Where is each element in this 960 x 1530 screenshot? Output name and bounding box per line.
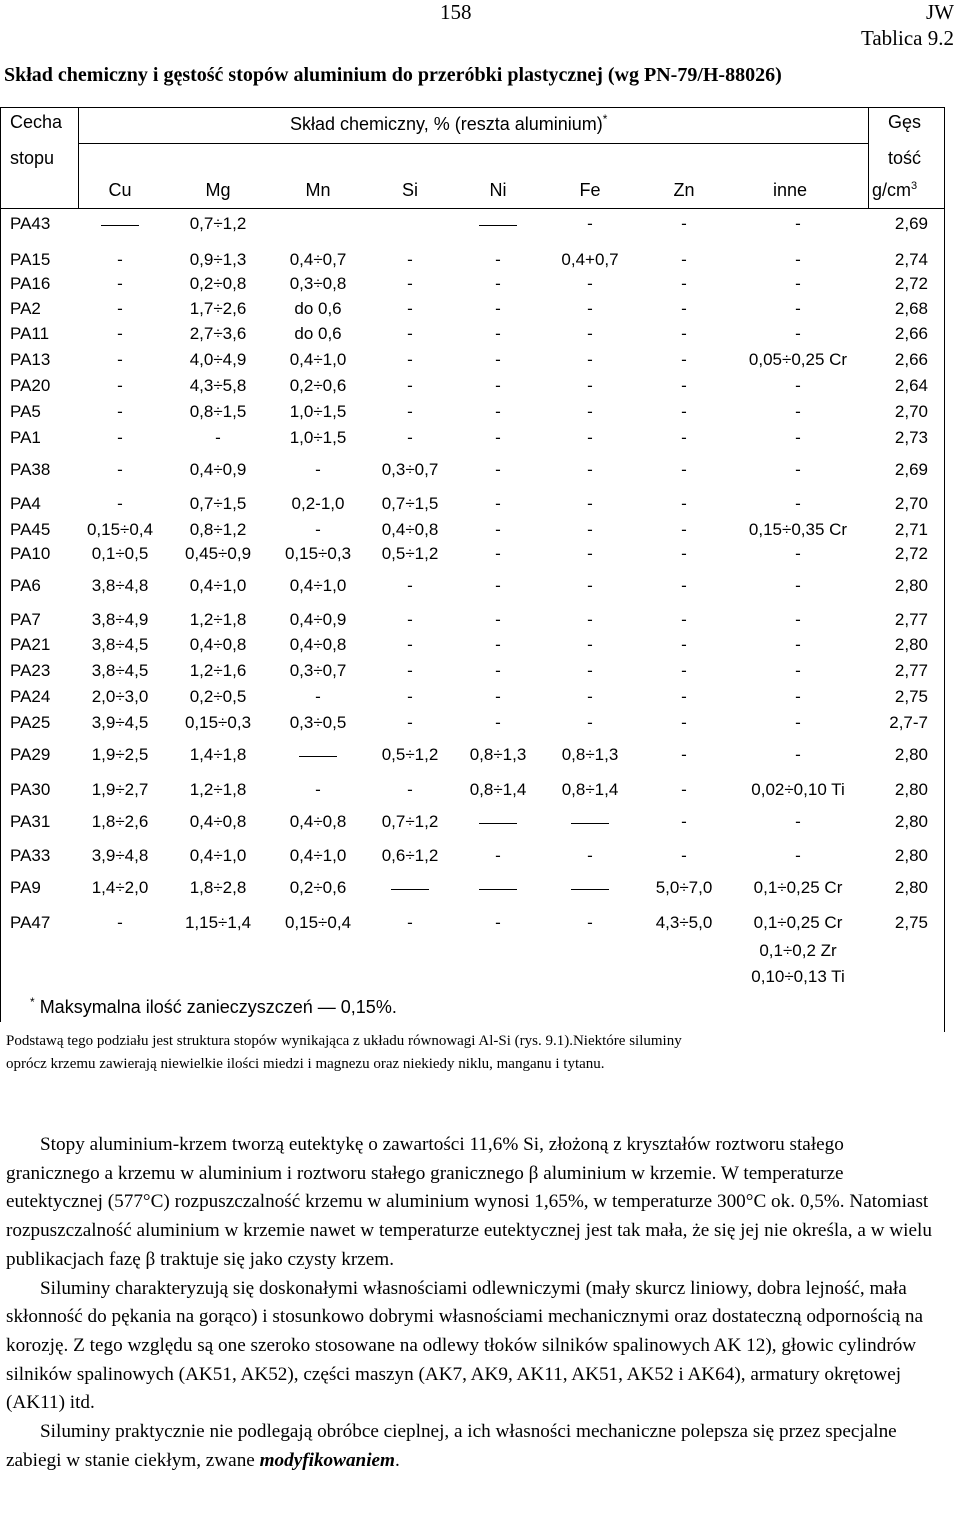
cell-mg: - xyxy=(215,428,221,447)
alloy-name: PA25 xyxy=(10,713,51,732)
cell-ni: - xyxy=(495,350,501,369)
cell-ni: - xyxy=(495,576,501,595)
cell-inne: - xyxy=(795,324,801,343)
cell-si: - xyxy=(407,661,413,680)
alloy-name: PA43 xyxy=(10,214,51,233)
cell-mn: 0,3÷0,8 xyxy=(289,274,347,293)
cell-zn: - xyxy=(681,299,687,318)
cell-inne: - xyxy=(795,846,801,865)
cell-cu: - xyxy=(117,494,123,513)
cell-ni: - xyxy=(495,250,501,269)
dash-mark xyxy=(479,225,517,226)
cell-mg: 4,0÷4,9 xyxy=(189,350,247,369)
cell-fe: - xyxy=(587,520,593,539)
cell-ni: - xyxy=(495,494,501,513)
cell-fe: - xyxy=(587,274,593,293)
cell-mg: 1,4÷1,8 xyxy=(189,745,247,764)
cell-mn: - xyxy=(315,780,321,799)
cell-cu: 3,9÷4,8 xyxy=(91,846,149,865)
cell-mn: 0,3÷0,5 xyxy=(289,713,347,732)
cell-fe: - xyxy=(587,214,593,233)
cell-mg: 1,2÷1,8 xyxy=(189,610,247,629)
cell-inne: 0,1÷0,25 Cr xyxy=(753,878,843,897)
cell-fe: - xyxy=(587,350,593,369)
cell-zn: - xyxy=(681,460,687,479)
cell-inne: - xyxy=(795,576,801,595)
cell-mg: 0,7÷1,2 xyxy=(189,214,247,233)
alloy-name: PA20 xyxy=(10,376,51,395)
cell-cu: 3,9÷4,5 xyxy=(91,713,149,732)
table-head-rule xyxy=(0,208,944,209)
cell-fe: - xyxy=(587,494,593,513)
cell-inne: - xyxy=(795,250,801,269)
alloy-name: PA10 xyxy=(10,544,51,563)
cell-density: 2,71 xyxy=(894,520,928,539)
cell-density: 2,69 xyxy=(894,460,928,479)
cell-si: - xyxy=(407,428,413,447)
cell-fe: - xyxy=(587,402,593,421)
column-header-cu: Cu xyxy=(108,180,132,200)
paragraph-3 xyxy=(6,1418,942,1475)
cell-fe: - xyxy=(587,610,593,629)
cell-density: 2,66 xyxy=(894,324,928,343)
cell-si: - xyxy=(407,250,413,269)
cell-zn: - xyxy=(681,687,687,706)
header-density-2: tość xyxy=(888,148,922,168)
cell-density: 2,80 xyxy=(894,780,928,799)
cell-si: 0,3÷0,7 xyxy=(381,460,439,479)
cell-density: 2,80 xyxy=(894,812,928,831)
cell-si: - xyxy=(407,913,413,932)
cell-density: 2,80 xyxy=(894,576,928,595)
alloy-name: PA9 xyxy=(10,878,41,897)
cell-fe: 0,8÷1,4 xyxy=(561,780,619,799)
cell-si: - xyxy=(407,713,413,732)
cell-density: 2,66 xyxy=(894,350,928,369)
table-top-rule xyxy=(0,107,944,108)
alloy-name: PA21 xyxy=(10,635,51,654)
cell-ni: - xyxy=(495,913,501,932)
cell-si: 0,5÷1,2 xyxy=(381,544,439,563)
table-title: Skład chemiczny i gęstość stopów aluminium do przeróbki plastycznej (wg PN-79/H-88026) xyxy=(4,64,782,86)
cell-zn: - xyxy=(681,402,687,421)
cell-fe: - xyxy=(587,846,593,865)
paragraph-3-text: Siluminy praktycznie nie podlegają obróbce cieplnej, a ich własności mechaniczne polepsza się przez specjalne zabiegi w stanie ciekłym, zwane xyxy=(6,1421,897,1471)
cell-zn: - xyxy=(681,250,687,269)
cell-zn: - xyxy=(681,494,687,513)
cell-inne: 0,02÷0,10 Ti xyxy=(751,780,845,799)
cell-ni: - xyxy=(495,520,501,539)
cell-mg: 1,7÷2,6 xyxy=(189,299,247,318)
cell-ni: - xyxy=(495,846,501,865)
cell-mg: 1,8÷2,8 xyxy=(189,878,247,897)
cell-ni: - xyxy=(495,661,501,680)
alloy-name: PA13 xyxy=(10,350,51,369)
cell-inne: - xyxy=(795,713,801,732)
cell-cu: - xyxy=(117,913,123,932)
cell-cu: - xyxy=(117,350,123,369)
cell-mg: 0,4÷1,0 xyxy=(189,576,247,595)
cell-inne: - xyxy=(795,635,801,654)
cell-fe: - xyxy=(587,299,593,318)
alloy-name: PA23 xyxy=(10,661,51,680)
alloy-name: PA6 xyxy=(10,576,41,595)
cell-mg: 2,7÷3,6 xyxy=(189,324,247,343)
cell-mn: 0,4÷0,8 xyxy=(289,635,347,654)
header-cecha: Cecha xyxy=(10,112,63,132)
cell-si: 0,7÷1,5 xyxy=(381,494,439,513)
dash-mark xyxy=(571,889,609,890)
cell-inne: - xyxy=(795,494,801,513)
table-divider-right xyxy=(868,107,869,208)
cell-mn: 0,4÷0,9 xyxy=(289,610,347,629)
dash-mark xyxy=(101,225,139,226)
cell-density: 2,7-7 xyxy=(889,713,928,732)
paragraph-2: Siluminy charakteryzują się doskonałymi własnościami odlewniczymi (mały skurcz liniowy, dobra lejność, mała skłonność do pękania na gorąco) i stosunkowo dobrymi własnościami mechanicznymi oraz dostateczną odpornością na korozję. Z tego względu są one szeroko stosowane na odlewy tłoków silników spalinowych AK 12), głowic cylindrów silników spalinowych (AK51, AK52), części maszyn (AK7, AK9, AK11, AK51, AK52 i AK64), armatury okrętowej (AK11) itd. xyxy=(6,1277,924,1414)
cell-inne: - xyxy=(795,745,801,764)
cell-inne-extra: 0,1÷0,2 Zr xyxy=(759,941,837,960)
cell-inne: - xyxy=(795,428,801,447)
cell-zn: - xyxy=(681,635,687,654)
cell-fe: - xyxy=(587,460,593,479)
cell-cu: 1,9÷2,7 xyxy=(91,780,149,799)
cell-cu: - xyxy=(117,428,123,447)
cell-si: - xyxy=(407,350,413,369)
cell-si: - xyxy=(407,376,413,395)
cell-zn: - xyxy=(681,576,687,595)
cell-mn: 0,2÷0,6 xyxy=(289,878,347,897)
cell-mn: 0,15÷0,3 xyxy=(284,544,352,563)
cell-mn: 0,2-1,0 xyxy=(291,494,345,513)
cell-ni: - xyxy=(495,299,501,318)
cell-zn: - xyxy=(681,610,687,629)
header-density-1: Gęs xyxy=(888,112,922,132)
paragraph-3-emphasis: modyfikowaniem xyxy=(259,1449,395,1471)
column-header-si: Si xyxy=(401,180,418,200)
cell-si: - xyxy=(407,780,413,799)
cell-fe: - xyxy=(587,661,593,680)
cell-cu: 1,9÷2,5 xyxy=(91,745,149,764)
cell-fe: - xyxy=(587,687,593,706)
cell-mg: 1,2÷1,6 xyxy=(189,661,247,680)
cell-density: 2,77 xyxy=(894,610,928,629)
cell-cu: 3,8÷4,5 xyxy=(91,661,149,680)
paragraph-3-end: . xyxy=(394,1449,400,1471)
cell-cu: 1,4÷2,0 xyxy=(91,878,149,897)
alloy-name: PA47 xyxy=(10,913,51,932)
cell-density: 2,80 xyxy=(894,878,928,897)
cell-mn: - xyxy=(315,687,321,706)
alloy-name: PA24 xyxy=(10,687,51,706)
cell-inne: 0,1÷0,25 Cr xyxy=(753,913,843,932)
header-density-3 xyxy=(872,180,917,201)
alloy-name: PA5 xyxy=(10,402,41,421)
column-header-inne: inne xyxy=(772,180,808,200)
cell-density: 2,72 xyxy=(894,544,928,563)
cell-ni: - xyxy=(495,324,501,343)
cell-fe: - xyxy=(587,324,593,343)
cell-ni: - xyxy=(495,635,501,654)
cell-ni: 0,8÷1,3 xyxy=(469,745,527,764)
cell-density: 2,72 xyxy=(894,274,928,293)
cell-cu: 1,8÷2,6 xyxy=(91,812,149,831)
cell-mn: do 0,6 xyxy=(294,324,342,343)
cell-fe: - xyxy=(587,713,593,732)
cell-mg: 0,4÷0,9 xyxy=(189,460,247,479)
cell-cu: - xyxy=(117,402,123,421)
cell-si: - xyxy=(407,610,413,629)
cell-fe: - xyxy=(587,428,593,447)
cell-density: 2,74 xyxy=(894,250,928,269)
cell-mn: 1,0÷1,5 xyxy=(289,428,347,447)
cell-ni: - xyxy=(495,544,501,563)
cell-mn: 0,4÷0,7 xyxy=(289,250,347,269)
cell-zn: - xyxy=(681,846,687,865)
column-header-mg: Mg xyxy=(205,180,231,200)
cell-mg: 0,4÷0,8 xyxy=(189,812,247,831)
cell-mg: 0,8÷1,5 xyxy=(189,402,247,421)
cell-mg: 0,2÷0,8 xyxy=(189,274,247,293)
cell-mn: 0,4÷1,0 xyxy=(289,350,347,369)
cell-mn: - xyxy=(315,460,321,479)
cell-si: 0,4÷0,8 xyxy=(381,520,439,539)
cell-mn: do 0,6 xyxy=(294,299,342,318)
cell-zn: - xyxy=(681,350,687,369)
body-text xyxy=(6,1131,942,1475)
column-header-ni: Ni xyxy=(489,180,507,200)
footnote-text: Maksymalna ilość zanieczyszczeń — 0,15%. xyxy=(39,997,397,1017)
cell-mn: 0,4÷0,8 xyxy=(289,812,347,831)
alloy-name: PA2 xyxy=(10,299,41,318)
page-number: 158 xyxy=(440,0,472,24)
cell-cu: 3,8÷4,9 xyxy=(91,610,149,629)
table-mid-rule xyxy=(78,143,868,144)
cell-ni: - xyxy=(495,376,501,395)
cell-zn: - xyxy=(681,428,687,447)
cell-si: 0,5÷1,2 xyxy=(381,745,439,764)
alloy-name: PA16 xyxy=(10,274,51,293)
cell-si: 0,7÷1,2 xyxy=(381,812,439,831)
cell-cu: - xyxy=(117,324,123,343)
alloy-name: PA15 xyxy=(10,250,51,269)
cell-mn: 0,3÷0,7 xyxy=(289,661,347,680)
density-unit: g/cm xyxy=(872,180,912,200)
cell-density: 2,75 xyxy=(894,687,928,706)
dash-mark xyxy=(391,889,429,890)
cell-si: - xyxy=(407,635,413,654)
cell-mg: 1,15÷1,4 xyxy=(184,913,252,932)
footnote-mark: * xyxy=(30,995,35,1009)
cell-si: - xyxy=(407,402,413,421)
alloy-name: PA11 xyxy=(10,324,50,343)
cell-inne: - xyxy=(795,274,801,293)
cell-si: - xyxy=(407,324,413,343)
cell-inne-extra: 0,10÷0,13 Ti xyxy=(751,967,845,986)
cell-mg: 1,2÷1,8 xyxy=(189,780,247,799)
cell-mg: 0,2÷0,5 xyxy=(189,687,247,706)
cell-si: - xyxy=(407,576,413,595)
table-label: Tablica 9.2 xyxy=(861,26,954,50)
cell-density: 2,64 xyxy=(894,376,928,395)
alloy-name: PA31 xyxy=(10,812,51,831)
cell-mg: 0,4÷0,8 xyxy=(189,635,247,654)
cell-cu: - xyxy=(117,250,123,269)
cell-mg: 0,4÷1,0 xyxy=(189,846,247,865)
cell-inne: - xyxy=(795,812,801,831)
table-right-border xyxy=(944,107,945,1032)
cell-inne: - xyxy=(795,544,801,563)
cell-inne: - xyxy=(795,299,801,318)
cell-ni: - xyxy=(495,402,501,421)
dash-mark xyxy=(299,756,337,757)
cell-fe: - xyxy=(587,544,593,563)
cell-mn: 0,15÷0,4 xyxy=(284,913,352,932)
cell-mg: 0,9÷1,3 xyxy=(189,250,247,269)
cell-ni: - xyxy=(495,610,501,629)
alloy-name: PA7 xyxy=(10,610,41,629)
cell-mn: 0,4÷1,0 xyxy=(289,846,347,865)
cell-zn: - xyxy=(681,713,687,732)
dash-mark xyxy=(571,823,609,824)
cell-density: 2,80 xyxy=(894,846,928,865)
dash-mark xyxy=(479,823,517,824)
cell-mg: 0,15÷0,3 xyxy=(184,713,252,732)
cell-inne: - xyxy=(795,610,801,629)
cell-density: 2,70 xyxy=(894,494,928,513)
cell-mn: 1,0÷1,5 xyxy=(289,402,347,421)
cell-inne: - xyxy=(795,214,801,233)
alloy-name: PA4 xyxy=(10,494,41,513)
density-unit-sup: 3 xyxy=(911,180,918,192)
dash-mark xyxy=(479,889,517,890)
column-header-mn: Mn xyxy=(305,180,331,200)
alloy-name: PA30 xyxy=(10,780,51,799)
table-left-border xyxy=(0,107,1,1022)
cell-si: 0,6÷1,2 xyxy=(381,846,439,865)
note-line-1: Podstawą tego podziału jest struktura stopów wynikająca z układu równowagi Al-Si (rys. 9.1).Niektóre siluminy xyxy=(6,1033,682,1049)
cell-fe: - xyxy=(587,376,593,395)
cell-cu: - xyxy=(117,460,123,479)
table-footnote xyxy=(30,995,397,1018)
cell-zn: - xyxy=(681,324,687,343)
column-header-fe: Fe xyxy=(579,180,601,200)
cell-ni: - xyxy=(495,460,501,479)
cell-mg: 4,3÷5,8 xyxy=(189,376,247,395)
note-line-2: oprócz krzemu zawierają niewielkie ilości miedzi i magnezu oraz niekiedy niklu, manganu i tytanu. xyxy=(6,1056,605,1072)
cell-zn: 4,3÷5,0 xyxy=(655,913,713,932)
cell-mn: 0,2÷0,6 xyxy=(289,376,347,395)
cell-inne: - xyxy=(795,687,801,706)
cell-inne: 0,05÷0,25 Cr xyxy=(748,350,848,369)
cell-cu: - xyxy=(117,376,123,395)
cell-si: - xyxy=(407,274,413,293)
cell-density: 2,68 xyxy=(894,299,928,318)
cell-zn: - xyxy=(681,780,687,799)
cell-fe: - xyxy=(587,913,593,932)
cell-zn: - xyxy=(681,274,687,293)
cell-inne: - xyxy=(795,402,801,421)
cell-mg: 0,45÷0,9 xyxy=(184,544,252,563)
cell-fe: - xyxy=(587,635,593,654)
cell-zn: 5,0÷7,0 xyxy=(655,878,713,897)
header-stopu: stopu xyxy=(10,148,55,168)
cell-zn: - xyxy=(681,661,687,680)
cell-density: 2,69 xyxy=(894,214,928,233)
cell-inne: - xyxy=(795,376,801,395)
cell-zn: - xyxy=(681,520,687,539)
cell-cu: 3,8÷4,5 xyxy=(91,635,149,654)
cell-si: - xyxy=(407,687,413,706)
alloy-name: PA29 xyxy=(10,745,51,764)
cell-ni: - xyxy=(495,274,501,293)
cell-zn: - xyxy=(681,214,687,233)
cell-ni: - xyxy=(495,428,501,447)
cell-inne: - xyxy=(795,661,801,680)
alloy-name: PA1 xyxy=(10,428,41,447)
alloy-name: PA45 xyxy=(10,520,51,539)
cell-cu: - xyxy=(117,299,123,318)
cell-fe: 0,8÷1,3 xyxy=(561,745,619,764)
cell-cu: 2,0÷3,0 xyxy=(91,687,149,706)
cell-fe: 0,4+0,7 xyxy=(561,250,619,269)
cell-zn: - xyxy=(681,745,687,764)
cell-cu: - xyxy=(117,274,123,293)
author-initials: JW xyxy=(926,0,954,24)
cell-zn: - xyxy=(681,812,687,831)
cell-mn: - xyxy=(315,520,321,539)
cell-fe: - xyxy=(587,576,593,595)
alloy-name: PA33 xyxy=(10,846,51,865)
cell-cu: 3,8÷4,8 xyxy=(91,576,149,595)
alloy-name: PA38 xyxy=(10,460,51,479)
cell-density: 2,75 xyxy=(894,913,928,932)
paragraph-1: Stopy aluminium-krzem tworzą eutektykę o zawartości 11,6% Si, złożoną z kryształów roztworu stałego granicznego a krzemu w aluminium i roztworu stałego granicznego β aluminium w krzemie. W temperaturze eutektycznej (577°C) rozpuszczalność krzemu w aluminium wynosi 1,65%, w temperaturze 300°C ok. 0,5%. Natomiast rozpuszczalność aluminium w krzemie nawet w temperaturze eutektycznej jest tak mała, że się jej nie określa, a w wielu publikacjach fazę β traktuje się jako czysty krzem. xyxy=(6,1134,932,1270)
column-header-zn: Zn xyxy=(673,180,695,200)
cell-inne: 0,15÷0,35 Cr xyxy=(748,520,848,539)
composition-footnote-mark: * xyxy=(602,112,608,126)
cell-mn: 0,4÷1,0 xyxy=(289,576,347,595)
cell-mg: 0,7÷1,5 xyxy=(189,494,247,513)
cell-density: 2,73 xyxy=(894,428,928,447)
cell-density: 2,80 xyxy=(894,635,928,654)
cell-zn: - xyxy=(681,376,687,395)
cell-ni: - xyxy=(495,713,501,732)
cell-density: 2,80 xyxy=(894,745,928,764)
cell-si: - xyxy=(407,299,413,318)
cell-density: 2,77 xyxy=(894,661,928,680)
cell-ni: 0,8÷1,4 xyxy=(469,780,527,799)
cell-cu: 0,15÷0,4 xyxy=(86,520,154,539)
composition-label: Skład chemiczny, % (reszta aluminium) xyxy=(290,114,603,134)
cell-zn: - xyxy=(681,544,687,563)
cell-density: 2,70 xyxy=(894,402,928,421)
cell-ni: - xyxy=(495,687,501,706)
header-composition xyxy=(290,112,607,135)
cell-mg: 0,8÷1,2 xyxy=(189,520,247,539)
cell-inne: - xyxy=(795,460,801,479)
cell-cu: 0,1÷0,5 xyxy=(91,544,149,563)
